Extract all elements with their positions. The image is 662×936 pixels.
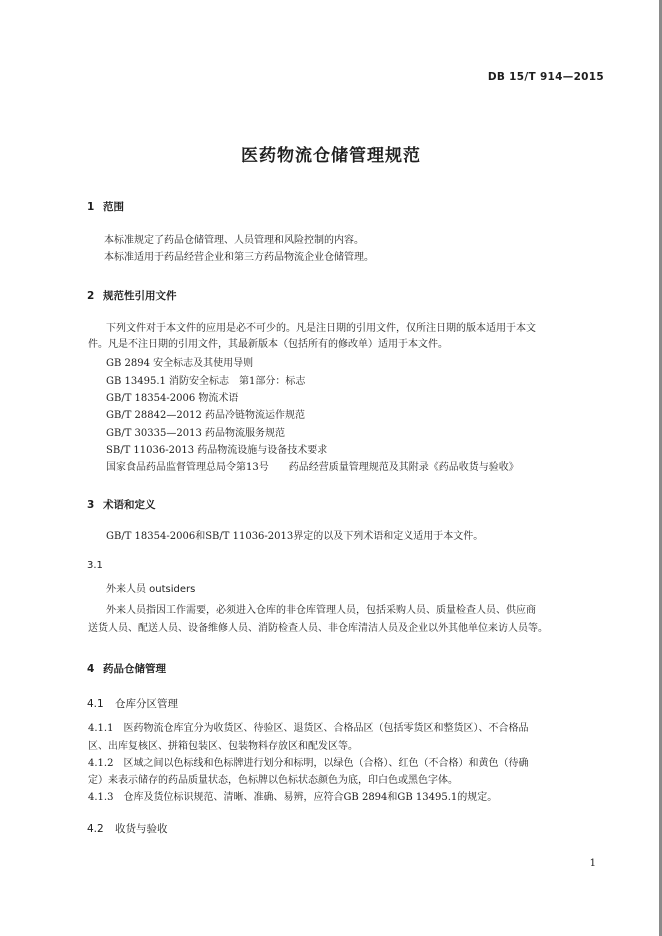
section-title: 范围 [103, 201, 124, 213]
reference-item: GB/T 28842—2012 药品冷链物流运作规范 [106, 410, 305, 421]
section-number: 3 [87, 499, 95, 511]
subsection-4-2-heading [87, 821, 168, 836]
subsection-number: 4.2 [87, 823, 104, 835]
section-2-heading [87, 288, 177, 303]
subsection-title: 收货与验收 [115, 823, 168, 835]
section-1-heading [87, 199, 124, 214]
paragraph: 本标准适用于药品经营企业和第三方药品物流企业仓储管理。 [104, 252, 374, 263]
standard-code: DB 15/T 914—2015 [487, 71, 604, 83]
reference-item: 国家食品药品监督管理总局令第13号 药品经营质量管理规范及其附录《药品收货与验收》 [106, 462, 519, 473]
section-number: 1 [87, 201, 95, 213]
section-number: 2 [87, 290, 95, 302]
reference-item: GB/T 30335—2013 药品物流服务规范 [106, 428, 285, 439]
paragraph: 送货人员、配送人员、设备维修人员、消防检查人员、非仓库清洁人员及企业以外其他单位来访人员等。 [88, 623, 548, 634]
subsection-4-1-heading [87, 696, 178, 711]
subsection-title: 仓库分区管理 [115, 698, 178, 710]
reference-item: SB/T 11036-2013 药品物流设施与设备技术要求 [106, 445, 328, 456]
reference-item: GB/T 18354-2006 物流术语 [106, 393, 239, 404]
page-number: 1 [589, 858, 596, 869]
section-4-heading [87, 661, 166, 676]
section-number: 4 [87, 663, 95, 675]
paragraph: 件。凡是不注日期的引用文件，其最新版本（包括所有的修改单）适用于本文件。 [88, 339, 448, 350]
document-title: 医药物流仓储管理规范 [241, 146, 421, 166]
paragraph: 本标准规定了药品仓储管理、人员管理和风险控制的内容。 [104, 235, 364, 246]
paragraph: 外来人员指因工作需要，必须进入仓库的非仓库管理人员，包括采购人员、质量检查人员、供应商 [106, 605, 536, 616]
subsection-number: 4.1 [87, 698, 104, 710]
reference-item: GB 2894 安全标志及其使用导则 [106, 358, 254, 369]
clause: 4.1.2 区域之间以色标线和色标牌进行划分和标明，以绿色（合格）、红色（不合格）和黄色（待确 [88, 758, 529, 769]
clause: 定）来表示储存的药品质量状态，色标牌以色标状态颜色为底，印白色或黑色字体。 [88, 775, 458, 786]
paragraph: 下列文件对于本文件的应用是必不可少的。凡是注日期的引用文件，仅所注日期的版本适用于本文 [106, 323, 536, 334]
section-title: 药品仓储管理 [103, 663, 166, 675]
clause: 4.1.3 仓库及货位标识规范、清晰、准确、易辨，应符合GB 2894和GB 13495.1的规定。 [88, 792, 498, 803]
section-title: 规范性引用文件 [103, 290, 177, 302]
section-title: 术语和定义 [103, 499, 156, 511]
section-3-heading [87, 497, 156, 512]
clause: 4.1.1 医药物流仓库宜分为收货区、待验区、退货区、合格品区（包括零货区和整货区）、不合格品 [88, 723, 529, 734]
subsection-number: 3.1 [87, 560, 103, 571]
reference-item: GB 13495.1 消防安全标志 第1部分：标志 [106, 376, 306, 387]
clause: 区、出库复核区、拼箱包装区、包装物料存放区和配发区等。 [88, 741, 358, 752]
term-heading: 外来人员 outsiders [106, 584, 196, 595]
paragraph: GB/T 18354-2006和SB/T 11036-2013界定的以及下列术语和定义适用于本文件。 [106, 531, 484, 542]
